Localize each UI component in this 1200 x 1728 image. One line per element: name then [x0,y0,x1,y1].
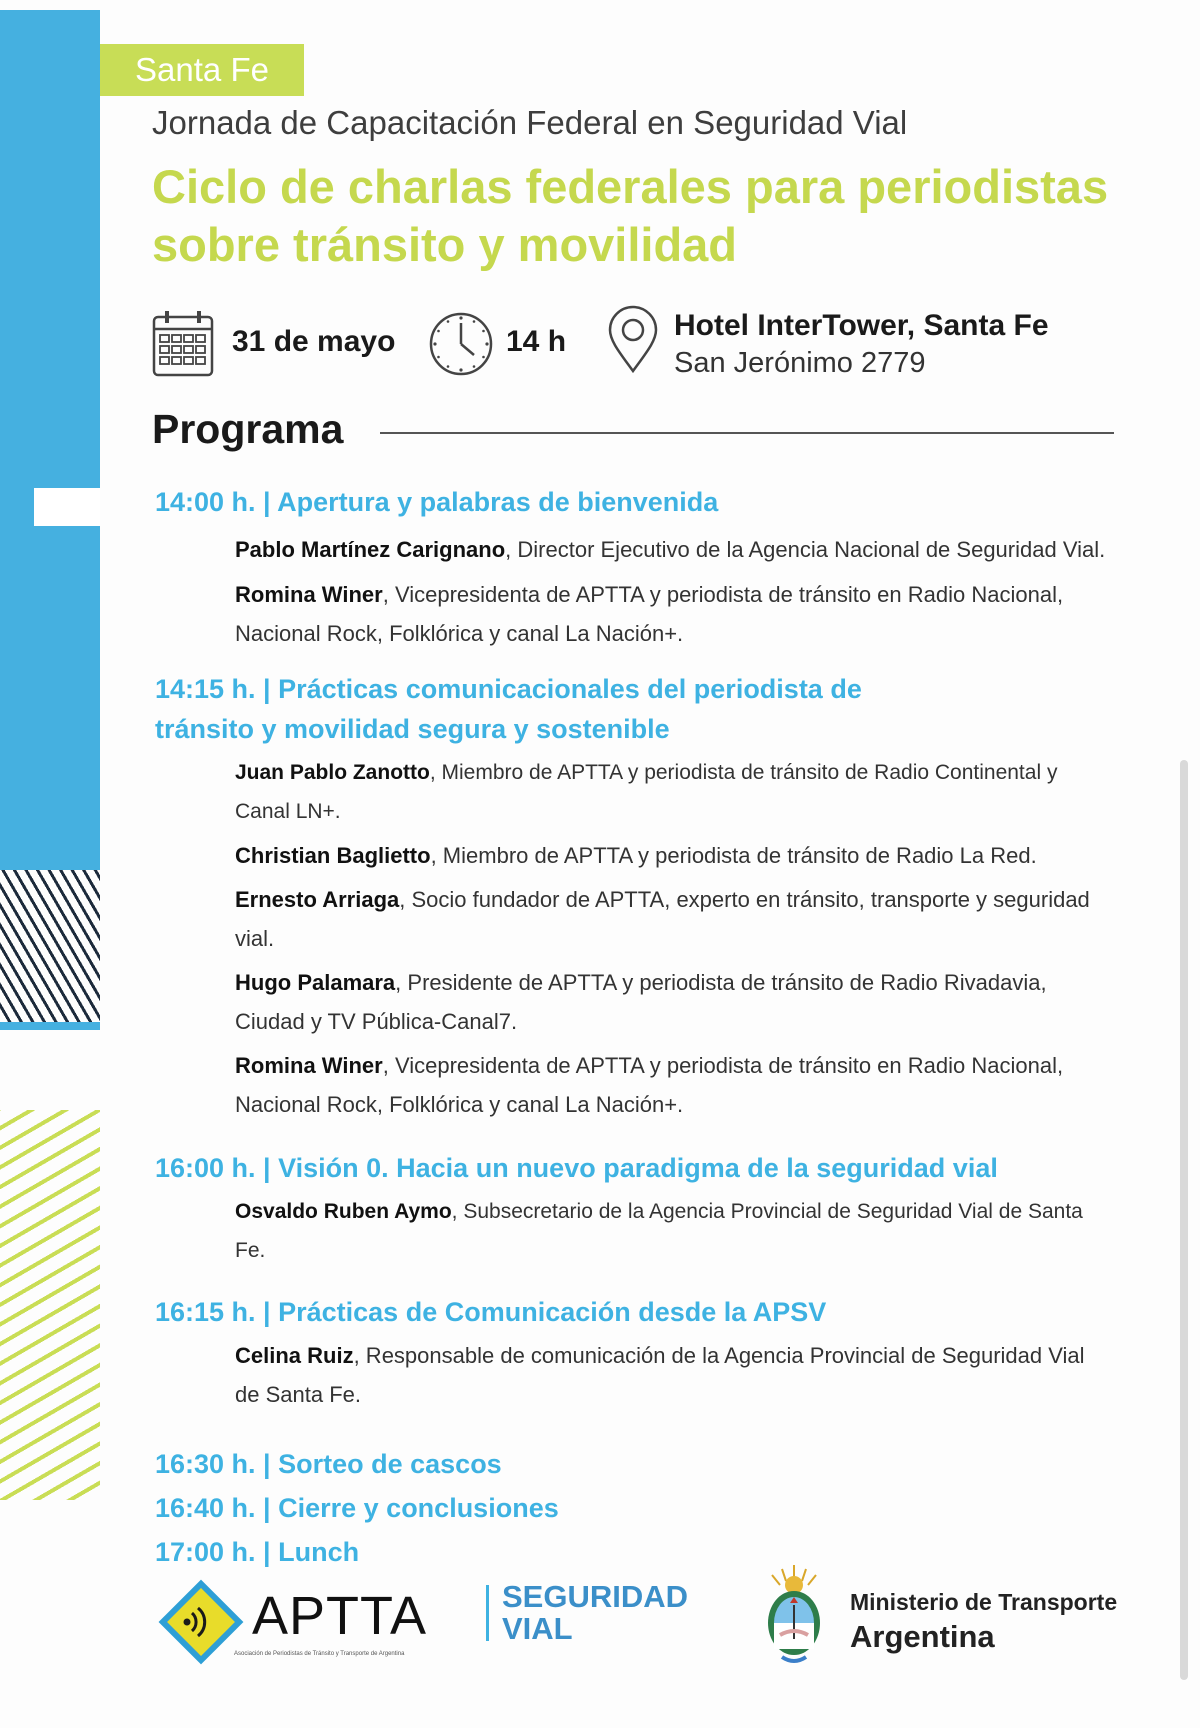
session-title: 16:30 h. | Sorteo de cascos [155,1449,502,1479]
session-title: 16:15 h. | Prácticas de Comunicación desde la APSV [155,1297,827,1327]
speaker-role: , Vicepresidenta de APTTA y periodista de tránsito en Radio Nacional, Nacional Rock, Folklórica y canal La Nación+. [235,582,1064,646]
speaker-entry [235,1336,1095,1414]
agenda [155,482,1115,1572]
speaker-role: , Subsecretario de la Agencia Provincial de Seguridad Vial de Santa Fe. [235,1200,1083,1262]
seguridad-vial-line-1: SEGURIDAD [502,1579,689,1614]
clock-icon [428,311,494,382]
decorative-green-stripes [0,1110,100,1500]
programa-divider [380,432,1114,434]
speaker-entry [235,575,1115,653]
scrollbar[interactable] [1180,760,1188,1680]
speaker-name: Christian Baglietto [235,843,431,868]
programa-heading: Programa [152,406,344,452]
session-title: 14:00 h. | Apertura y palabras de bienvenida [155,487,719,517]
speaker-role: , Miembro de APTTA y periodista de tránsito de Radio Continental y Canal LN+. [235,761,1058,823]
aptta-logo [156,1577,246,1672]
argentina-coat-of-arms [756,1561,832,1676]
seguridad-vial-logo [502,1581,688,1645]
speaker-entry [235,1192,1115,1270]
agenda-session [155,482,1115,653]
speaker-name: Hugo Palamara [235,970,396,995]
decorative-dark-stripes [0,870,100,1022]
speaker-role: , Miembro de APTTA y periodista de tránsito de Radio La Red. [430,843,1037,868]
agenda-session [155,1148,1115,1270]
speaker-role: , Vicepresidenta de APTTA y periodista de tránsito en Radio Nacional, Nacional Rock, Folklórica y canal La Nación+. [235,1053,1064,1117]
speaker-entry [235,963,1115,1041]
event-date: 31 de mayo [232,325,396,358]
seguridad-vial-line-2: VIAL [502,1611,573,1646]
location-address: San Jerónimo 2779 [674,347,926,379]
session-title: 16:40 h. | Cierre y conclusiones [155,1493,559,1523]
event-time: 14 h [506,325,567,358]
speaker-entry [235,836,1115,875]
calendar-icon [152,309,214,382]
speaker-name: Pablo Martínez Carignano [235,537,506,562]
speaker-name: Osvaldo Ruben Aymo [235,1200,452,1223]
speaker-role: , Director Ejecutivo de la Agencia Nacional de Seguridad Vial. [505,537,1106,562]
speaker-name: Romina Winer [235,1053,383,1078]
speaker-entry [235,753,1115,831]
session-title: 16:00 h. | Visión 0. Hacia un nuevo paradigma de la seguridad vial [155,1153,998,1183]
speaker-entry [235,880,1115,958]
event-title [152,158,1152,274]
speaker-role: , Responsable de comunicación de la Agencia Provincial de Seguridad Vial de Santa Fe. [235,1343,1085,1407]
speaker-entry [235,1046,1115,1124]
speaker-role: , Socio fundador de APTTA, experto en tránsito, transporte y seguridad vial. [235,887,1090,951]
speaker-name: Celina Ruiz [235,1343,354,1368]
event-info-row [0,305,1200,395]
session-title: 14:15 h. | Prácticas comunicacionales del periodista de tránsito y movilidad segura y sostenible [155,674,862,744]
ministerio-line-1: Ministerio de Transporte [850,1589,1118,1615]
ministerio-line-2: Argentina [850,1619,995,1654]
aptta-subtitle: Asociación de Periodistas de Tránsito y Transporte de Argentina [234,1651,405,1657]
agenda-session [155,669,1115,1124]
speaker-name: Romina Winer [235,582,383,607]
event-title-line-2: sobre tránsito y movilidad [152,218,738,271]
speaker-role: , Presidente de APTTA y periodista de tránsito de Radio Rivadavia, Ciudad y TV Pública-Canal7. [235,970,1047,1034]
region-tag: Santa Fe [100,44,304,96]
sponsor-logos [0,1555,1200,1695]
agenda-session [155,1292,1115,1414]
speaker-entry [235,530,1115,569]
decorative-notch [34,488,100,526]
speaker-name: Juan Pablo Zanotto [235,761,430,784]
session-title: 17:00 h. | Lunch [155,1537,360,1567]
event-title-line-1: Ciclo de charlas federales para periodistas [152,160,1109,213]
seguridad-vial-bar [486,1585,489,1641]
location-pin-icon [606,305,660,380]
speaker-name: Ernesto Arriaga [235,887,400,912]
event-subtitle: Jornada de Capacitación Federal en Seguridad Vial [152,104,908,141]
location-name: Hotel InterTower, Santa Fe [674,309,1049,342]
aptta-wordmark: APTTA [252,1586,428,1646]
